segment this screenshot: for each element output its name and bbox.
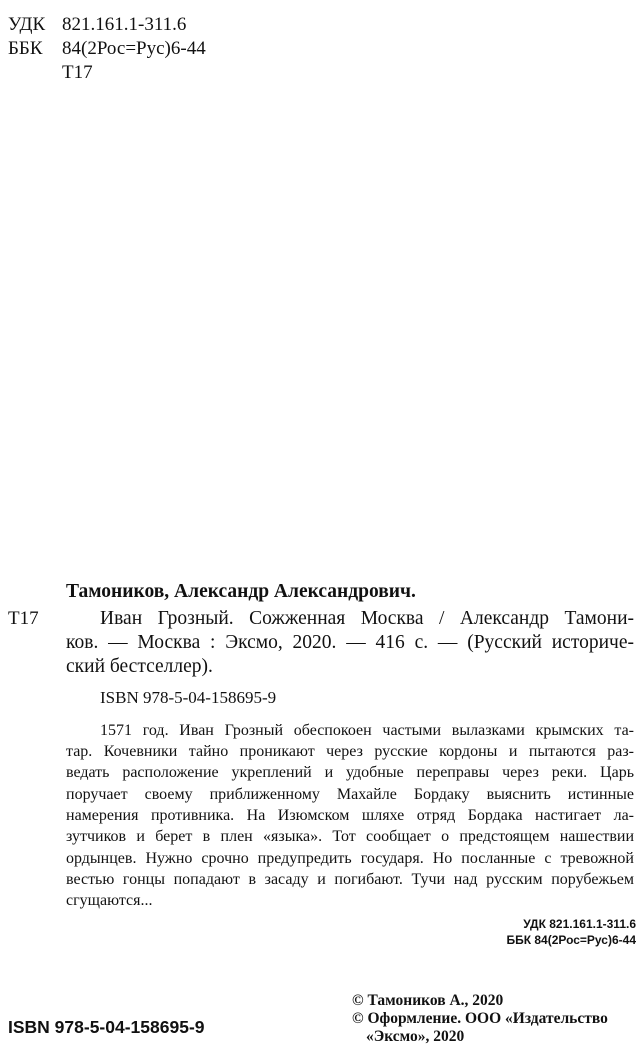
author-name: Тамоников, Александр Александрович. — [66, 581, 416, 602]
annotation-line: намерения противника. На Изюмском шляхе отряд Бордака настигает ла- — [66, 807, 634, 824]
title-line-1: Иван Грозный. Сожженная Москва / Александр Тамони- — [100, 608, 634, 629]
udk-bottom: УДК 821.161.1-311.6 — [523, 917, 636, 931]
title-line-2: ков. — Москва : Эксмо, 2020. — 416 с. — (Русский историче- — [66, 632, 634, 653]
annotation-line: сгущаются... — [66, 892, 153, 909]
annotation-line: ордынцев. Нужно срочно предупредить государя. Но посланные с тревожной — [66, 850, 634, 867]
copyright-design: © Оформление. ООО «Издательство — [352, 1010, 608, 1027]
author-code-top: Т17 — [62, 62, 93, 83]
annotation-line: вестью гонцы попадают в засаду и погибают. Тучи над русским порубежьем — [66, 871, 634, 888]
annotation-line: тар. Кочевники тайно проникают через русские кордоны и пытаются раз- — [66, 743, 634, 760]
udk-value: 821.161.1-311.6 — [62, 14, 187, 35]
udk-label: УДК — [8, 14, 46, 35]
annotation-line: зутчиков и берет в плен «языка». Тот сообщает о предстоящем нашествии — [66, 828, 634, 845]
isbn-text: ISBN 978-5-04-158695-9 — [100, 688, 277, 707]
isbn-bottom: ISBN 978-5-04-158695-9 — [8, 1017, 205, 1037]
bbk-label: ББК — [8, 38, 43, 59]
title-line-3: ский бестселлер). — [66, 656, 213, 677]
annotation-line: ведать расположение укреплений и удобные переправы через реки. Царь — [66, 764, 634, 781]
annotation-line: 1571 год. Иван Грозный обеспокоен частыми вылазками крымских та- — [100, 722, 634, 739]
copyright-publisher: «Эксмо», 2020 — [366, 1028, 465, 1045]
copyright-author: © Тамоников А., 2020 — [352, 992, 504, 1009]
annotation-line: поручает своему приближенному Махайле Бордаку выяснить истинные — [66, 786, 634, 803]
author-code: Т17 — [8, 608, 39, 629]
bbk-value: 84(2Рос=Рус)6-44 — [62, 38, 206, 59]
bbk-bottom: ББК 84(2Рос=Рус)6-44 — [506, 933, 636, 947]
